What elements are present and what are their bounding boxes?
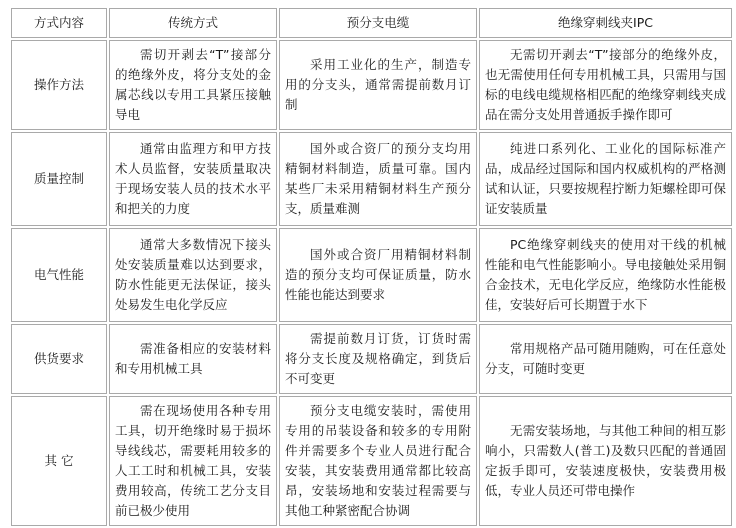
row-label-supply-requirements: 供货要求 [11,324,107,394]
cell-ipc-electrical-performance: PC绝缘穿刺线夹的使用对干线的机械性能和电气性能影响小。导电接触处采用铜合金技术，无电化学反应，绝缘防水性能极佳，安装好后可长期置于水下 [479,228,732,322]
cell-traditional-quality-control: 通常由监理方和甲方技术人员监督，安装质量取决于现场安装人员的技术水平和把关的力度 [109,132,277,226]
cell-ipc-other: 无需安装场地，与其他工种间的相互影响小，只需数人(普工)及数只匹配的普通固定扳手即可，安装速度极快，安装费用极低，专业人员还可带电操作 [479,396,732,526]
table-row [11,324,732,394]
table-row [11,228,732,322]
column-header-traditional: 传统方式 [109,8,277,38]
column-header-method-content: 方式内容 [11,8,107,38]
cell-ipc-supply-requirements: 常用规格产品可随用随购，可在任意处分支，可随时变更 [479,324,732,394]
column-header-prebranch-cable: 预分支电缆 [279,8,477,38]
table-row [11,396,732,526]
table-header-row [11,8,732,38]
table-header [11,8,732,38]
table-body [11,40,732,526]
table-row [11,40,732,130]
cell-prebranch-operation-method: 采用工业化的生产，制造专用的分支头，通常需提前数月订制 [279,40,477,130]
cell-traditional-operation-method: 需切开剥去“T”接部分的绝缘外皮，将分支处的金属芯线以专用工具紧压接触导电 [109,40,277,130]
cell-prebranch-quality-control: 国外或合资厂的预分支均用精铜材料制造，质量可靠。国内某些厂未采用精铜材料生产预分支，质量难测 [279,132,477,226]
cell-ipc-quality-control: 纯进口系列化、工业化的国际标准产品，成品经过国际和国内权威机构的严格测试和认证，只要按规程拧断力矩螺栓即可保证安装质量 [479,132,732,226]
comparison-table [9,6,734,528]
cell-prebranch-supply-requirements: 需提前数月订货，订货时需将分支长度及规格确定，到货后不可变更 [279,324,477,394]
row-label-operation-method: 操作方法 [11,40,107,130]
cell-traditional-supply-requirements: 需准备相应的安装材料和专用机械工具 [109,324,277,394]
cell-prebranch-other: 预分支电缆安装时，需使用专用的吊装设备和较多的专用附件并需要多个专业人员进行配合安装，其安装费用通常都比较高昂，安装场地和安装过程需要与其他工种紧密配合协调 [279,396,477,526]
row-label-quality-control: 质量控制 [11,132,107,226]
cell-ipc-operation-method: 无需切开剥去“T”接部分的绝缘外皮，也无需使用任何专用机械工具，只需用与国标的电线电缆规格相匹配的绝缘穿刺线夹成品在需分支处用普通扳手操作即可 [479,40,732,130]
cell-traditional-other: 需在现场使用各种专用工具，切开绝缘时易于损坏导线线芯，需要耗用较多的人工工时和机械工具，安装费用较高，传统工艺分支目前已极少使用 [109,396,277,526]
row-label-other: 其 它 [11,396,107,526]
cell-traditional-electrical-performance: 通常大多数情况下接头处安装质量难以达到要求，防水性能更无法保证，接头处易发生电化学反应 [109,228,277,322]
cell-prebranch-electrical-performance: 国外或合资厂用精铜材料制造的预分支均可保证质量，防水性能也能达到要求 [279,228,477,322]
column-header-ipc: 绝缘穿刺线夹IPC [479,8,732,38]
table-row [11,132,732,226]
row-label-electrical-performance: 电气性能 [11,228,107,322]
